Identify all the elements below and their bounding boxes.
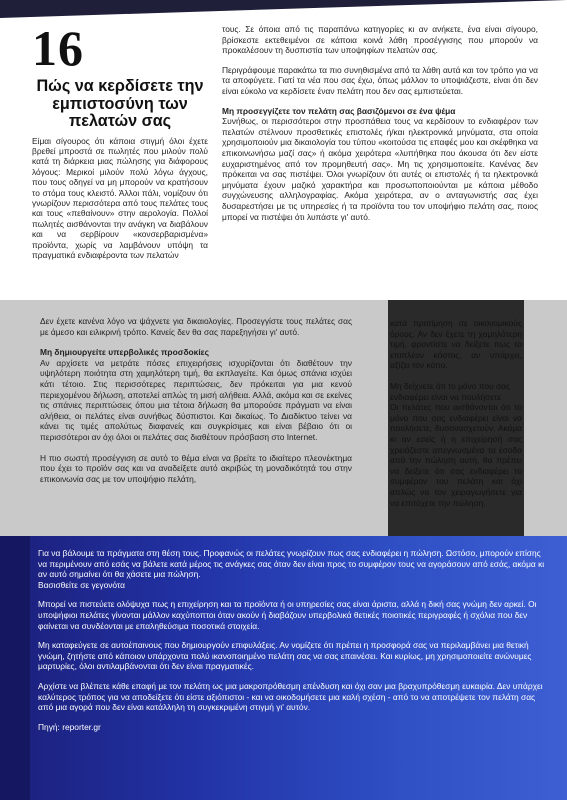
paragraph-perspective: Για να βάλουμε τα πράγματα στη θέση τους. Προφανώς οι πελάτες γνωρίζουν πως σας ενδιαφέρει η πώληση. Ωστόσο, μπορούν επίσης να περιμένουν από εσάς να βάλετε κατά μέρος τις ανάγκες σας όταν δεν είναι προς το συμφέρον τους να αγοράσουν από εσάς, ακόμα κι αν αυτό σημαίνει ότι θα χάσετε μια πώληση. [38,548,545,580]
left-column [32,20,208,260]
intro-paragraph: Είμαι σίγουρος ότι κάποια στιγμή όλοι έχετε βρεθεί μπροστά σε πωλητές που μιλούν πολύ κατά τη διάρκεια μιας πώλησης για διάφορους λόγους: Μερικοί μιλούν πολύ λόγω άγχους, που τους οδηγεί να μη μπορούν να κρατήσουν το στόμα τους κλειστό. Άλλοι πάλι, νομίζουν ότι γνωρίζουν περισσότερα από τους πελάτες τους και τους «πεθαίνουν» στην αερολογία. Πολλοί πωλητές αισθάνονται την ανάγκη να διαβάλουν και να σερβίρουν «κονσερβαρισμένα» προϊόντα, χωρίς να λαμβάνουν υπόψη τα πραγματικά ενδιαφέροντα των πελατών [32,135,208,260]
source-credit: Πηγή: reporter.gr [38,721,101,732]
subheading-selling: Μη δείχνετε ότι το μόνο που σας ενδιαφέρει είναι να πουλήσετε [390,380,511,402]
dark-column [390,318,522,508]
paragraph-excuses: Δεν έχετε κανένα λόγο να ψάχνετε για δικαιολογίες. Προσεγγίστε τους πελάτες σας με άμεσο και ειλικρινή τρόπο. Κανείς δεν θα σας παρεξηγήσει γι' αυτό. [40,316,352,337]
paragraph-expectations: Αν αρχίσετε να μετράτε πόσες επιχειρήσεις ισχυρίζονται ότι διαθέτουν την υψηλότερη ποιότητα στη χαμηλότερη τιμή, θα εκπλαγείτε. Και όμως σπάνια ισχύει κάτι τέτοιο. Στις περισσότερες περιπτώσεις, δεν πρόκειται για μια κενού περιεχομένου δήλωση, αποτελεί απλώς τη μισή αλήθεια. Αλλά, ακόμα και σε εκείνες τις σπάνιες περιπτώσεις όπου μια τέτοια δήλωση θα μπορούσε πράγματι να είναι αλήθεια, οι πελάτες είναι συνήθως δύσπιστοι. Και δικαίως. Το Διαδίκτυο τείνει να κάνει τις τιμές απολύτως διαφανείς και συγκρίσιμες και είναι βέβαιο ότι οι περισσότεροι αν όχι όλοι οι πελάτες σας διαθέτουν πρόσβαση στο Internet. [40,357,352,442]
paragraph-facts: Μπορεί να πιστεύετε ολόψυχα πως η επιχείρηση και τα προϊόντα ή οι υπηρεσίες σας είναι άριστα, αλλά η δική σας γνώμη δεν αρκεί. Οι υποψήφιοι πελάτες γίνονται μάλλον καχύποπτοι όταν ακούν ή διαβάζουν υπερβολικά θετικές ποιοτικές περιγραφές ή σχόλια που δεν φαίνεται να συνδέονται με επαληθεύσιμα ποσοτικά στοιχεία. [38,599,537,631]
blue-column [38,548,548,741]
subheading-facts: Βασισθείτε σε γεγονότα [38,579,126,590]
subheading-lie: Μη προσεγγίζετε τον πελάτη σας βασιζόμενοι σε ένα ψέμα [222,105,456,116]
paragraph-selling: Οι πελάτες που αισθάνονται ότι το μόνο που σας ενδιαφέρει είναι να πουλήσετε, δυσανασχετούν. Ακόμα κι αν εσείς ή η επιχείρησή σας χρειάζεστε απεγνωσμένα τα έσοδα από την πώληση αυτή, θα πρέπει να δείξετε ότι σας ενδιαφέρει το συμφέρον του πελάτη και όχι απλώς να τον χειραγωγήσετε για να επιτύχετε την πώληση. [390,402,522,508]
paragraph-continuation: τους. Σε όποια από τις παραπάνω κατηγορίες κι αν ανήκετε, ένα είναι σίγουρο, βρίσκεστε εκτεθειμένοι σε κάποια κοινά λάθη προσέγγισης που μπορούν να προκαλέσουν τη δυσπιστία των υποψηφίων πελατών σας. [222,24,538,56]
paragraph-praise: Μη καταφεύγετε σε αυτοέπαινους που δημιουργούν επιφυλάξεις. Αν νομίζετε ότι πρέπει η προσφορά σας να περιλαμβάνει μια θετική γνώμη, ζητήστε από κάποιον υπάρχοντα πολύ ικανοποιημένο πελάτη σας να σας επαινέσει. Και κυρίως, μη χρησιμοποιείτε ανώνυμες μαρτυρίες, όλοι αντιλαμβάνονται ότι δεν είναι πραγματικές. [38,640,532,672]
paragraph-mistakes: Περιγράφουμε παρακάτω τα πιο συνηθισμένα από τα λάθη αυτά και τον τρόπο για να τα αποφύγετε. Γιατί τα νέα που σας έχω, όπως μάλλον το υποψιάζεστε, είναι ότι δεν είναι εύκολο να κερδίσετε έναν πελάτη που δεν σας εμπιστεύεται. [222,64,538,96]
paragraph-advantage: Η πιο σωστή προσέγγιση σε αυτό το θέμα είναι να βρείτε το ιδιαίτερο πλεονέκτημα που έχει το προϊόν σας και να αναδείξετε αυτό ακριβώς τη μοναδικότητά του στην επικοινωνία σας με τον υποψήφιο πελάτη, [40,452,352,484]
article-title: Πώς να κερδίσετε την εμπιστοσύνη των πελατών σας [36,77,204,130]
gray-column [40,316,352,494]
paragraph-lie: Συνήθως, οι περισσότεροι στην προσπάθεια τους να κερδίσουν το ενδιαφέρον των πελατών στέλνουν προσθετικές επιστολές ή/και ηλεκτρονικά μηνύματα, στα οποία χρησιμοποιούν μια δικαιολογία του τύπου «κοιτούσα τις επαφές μου και σκέφθηκα να επικοινωνήσω μαζί σας» ή ακόμα χειρότερα «λυπήθηκα που άκουσα ότι δεν είστε ευχαριστημένος από τον προμηθευτή σας». Μη τις χρησιμοποιείτε. Κανένας δεν πρόκειται να σας πιστέψει. Όλοι γνωρίζουν ότι αυτές οι επιστολές ή τα ηλεκτρονικά μηνύματα έχουν μαζικό χαρακτήρα και προσωποποιούνται με κάποια μέθοδο συγχώνευσης αλληλογραφίας. Ακόμα χειρότερα, αν ο ανταγωνιστής σας έχει δυσαρεστήσει με τις υπηρεσίες ή τα προϊόντα του τον υποψήφιο πελάτη σας, ποιος μπορεί να πιστέψει ότι λυπάστε γι' αυτό. [222,116,538,222]
paragraph-investment: Αρχίστε να βλέπετε κάθε επαφή με τον πελάτη ως μια μακροπρόθεσμη επένδυση και όχι σαν μια βραχυπρόθεσμη ευκαιρία. Δεν υπάρχει καλύτερος τρόπος για να αποδείξετε ότι είστε αξιόπιστοι - και να οικοδομήσετε μια καλή σχέση - από το να αποτρέψετε τον πελάτη σας από μια αγορά που δεν είναι κατάλληλη τη συγκεκριμένη στιγμή γι' αυτόν. [38,680,543,713]
article-number: 16 [32,20,84,76]
paragraph-perspective-block [38,548,548,590]
article-top-section [0,0,567,300]
right-column [222,24,538,231]
subheading-expectations: Μη δημιουργείτε υπερβολικές προσδοκίες [40,347,209,358]
paragraph-cost: κατά προτίμηση σε οικονομικούς όρους. Αν δεν έχετε τη χαμηλότερη τιμή, φροντίστε να δείξετε πως το επιπλέον κόστος, αν υπάρχει, αξίζει τον κόπο. [390,318,522,371]
